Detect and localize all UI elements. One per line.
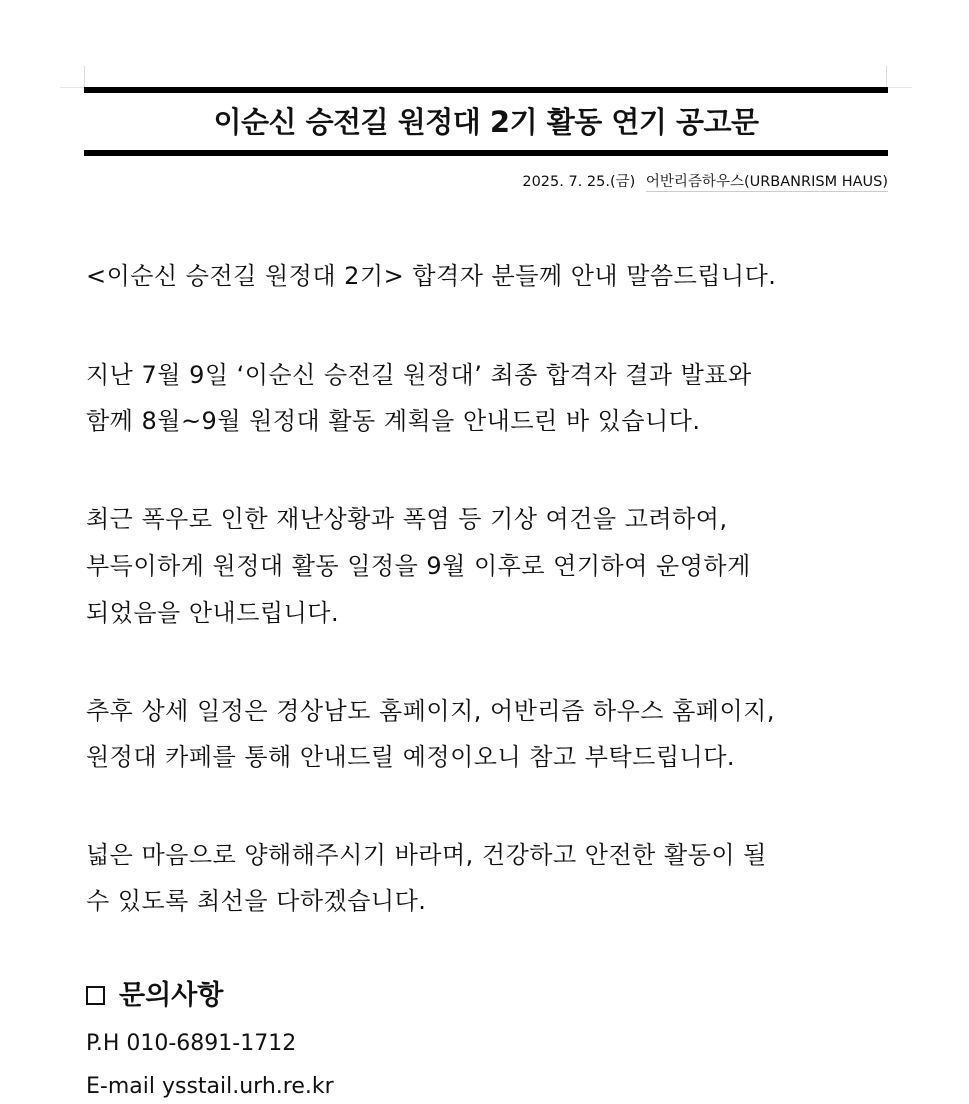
contact-heading-label: 문의사항 bbox=[119, 980, 224, 1011]
checkbox-square-icon bbox=[86, 986, 105, 1005]
paragraph-3-line-1: 추후 상세 일정은 경상남도 홈페이지, 어반리즘 하우스 홈페이지, bbox=[86, 697, 775, 725]
paragraph-1-line-2: 함께 8월~9월 원정대 활동 계획을 안내드린 바 있습니다. bbox=[86, 407, 701, 435]
page-margin-guide-right bbox=[886, 66, 887, 88]
greeting-line: <이순신 승전길 원정대 2기> 합격자 분들께 안내 말씀드립니다. bbox=[86, 262, 777, 290]
document-organization: 어반리즘하우스(URBANRISM HAUS) bbox=[645, 174, 888, 190]
paragraph-2-line-3: 되었음을 안내드립니다. bbox=[86, 599, 340, 627]
paragraph-3-line-2: 원정대 카페를 통해 안내드릴 예정이오니 참고 부탁드립니다. bbox=[86, 743, 736, 771]
contact-section-heading bbox=[86, 973, 223, 1012]
paragraph-2-line-1: 최근 폭우로 인한 재난상황과 폭염 등 기상 여건을 고려하여, bbox=[86, 505, 728, 533]
paragraph-2-line-2: 부득이하게 원정대 활동 일정을 9월 이후로 연기하여 운영하게 bbox=[86, 552, 751, 580]
contact-email: E-mail ysstail.urh.re.kr bbox=[86, 1074, 334, 1099]
document-meta bbox=[522, 170, 888, 191]
page-margin-guide-left bbox=[84, 66, 85, 88]
title-rule-bottom bbox=[84, 150, 888, 156]
paragraph-4-line-2: 수 있도록 최선을 다하겠습니다. bbox=[86, 887, 427, 915]
paragraph-1-line-1: 지난 7월 9일 ‘이순신 승전길 원정대’ 최종 합격자 결과 발표와 bbox=[86, 361, 752, 389]
title-rule-top bbox=[84, 87, 888, 93]
contact-phone: P.H 010-6891-1712 bbox=[86, 1031, 297, 1056]
document-title: 이순신 승전길 원정대 2기 활동 연기 공고문 bbox=[213, 105, 759, 139]
paragraph-4-line-1: 넓은 마음으로 양해해주시기 바라며, 건강하고 안전한 활동이 될 bbox=[86, 841, 767, 869]
document-date: 2025. 7. 25.(금) bbox=[522, 174, 636, 190]
